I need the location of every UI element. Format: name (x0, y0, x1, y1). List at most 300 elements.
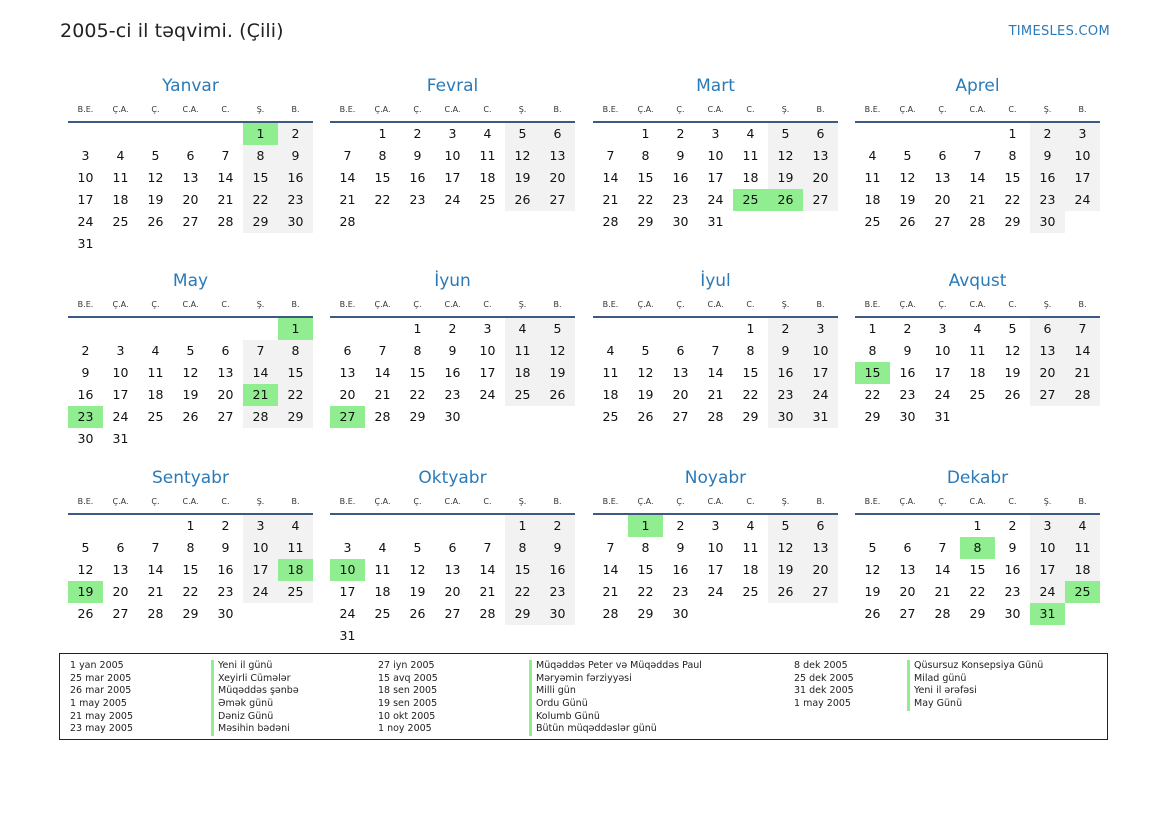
week-row (593, 537, 838, 559)
empty-day-cell (470, 211, 505, 233)
week-row (855, 189, 1100, 211)
day-cell: 27 (540, 189, 575, 211)
empty-day-cell (540, 406, 575, 428)
day-cell: 10 (707, 540, 724, 555)
day-cell: 22 (374, 192, 391, 207)
day-cell: 6 (1030, 318, 1065, 340)
day-cell: 13 (339, 365, 356, 380)
week-row (855, 559, 1100, 581)
day-cell: 9 (1008, 540, 1017, 555)
day-cell: 12 (77, 562, 94, 577)
day-cell: 6 (803, 515, 838, 537)
day-cell: 5 (540, 318, 575, 340)
day-cell: 2 (221, 518, 230, 533)
day-cell: 20 (444, 584, 461, 599)
weekday-label: C.A. (707, 496, 724, 506)
weekday-label: C. (483, 496, 492, 506)
day-cell: 12 (1004, 343, 1021, 358)
day-cell: 30 (1004, 606, 1021, 621)
day-cell: 12 (864, 562, 881, 577)
legend-holiday-date: 25 dek 2005 (794, 672, 854, 684)
day-cell: 24 (339, 606, 356, 621)
day-cell: 22 (637, 192, 654, 207)
day-cell: 22 (505, 581, 540, 603)
empty-day-cell (698, 603, 733, 625)
empty-day-cell (173, 233, 208, 255)
day-cell: 11 (278, 537, 313, 559)
day-cell: 27 (803, 581, 838, 603)
weekday-header (855, 489, 1100, 515)
week-row (330, 515, 575, 537)
empty-day-cell (960, 406, 995, 428)
week-row (855, 384, 1100, 406)
day-cell: 15 (637, 562, 654, 577)
day-cell: 6 (448, 540, 457, 555)
day-cell: 29 (1004, 214, 1021, 229)
empty-day-cell (68, 515, 103, 537)
empty-day-cell (400, 211, 435, 233)
day-cell: 26 (505, 189, 540, 211)
legend-holiday-name: Kolumb Günü (529, 711, 702, 724)
day-cell: 19 (1004, 365, 1021, 380)
day-cell: 29 (182, 606, 199, 621)
day-cell: 3 (711, 518, 720, 533)
day-cell: 17 (479, 365, 496, 380)
page-title: 2005-ci il təqvimi. (Çili) (60, 20, 284, 42)
weekday-label: B.E. (77, 496, 94, 506)
weekday-label: Ç. (151, 496, 160, 506)
week-row (855, 406, 1100, 428)
day-cell: 14 (339, 170, 356, 185)
empty-day-cell (435, 211, 470, 233)
day-cell: 8 (243, 145, 278, 167)
day-cell: 15 (409, 365, 426, 380)
day-cell: 21 (934, 584, 951, 599)
weekday-header (330, 489, 575, 515)
day-cell: 6 (938, 148, 947, 163)
day-cell: 26 (409, 606, 426, 621)
day-cell: 29 (278, 406, 313, 428)
day-cell: 24 (707, 192, 724, 207)
day-cell: 12 (409, 562, 426, 577)
empty-day-cell (855, 123, 890, 145)
weekday-label: Ç. (676, 299, 685, 309)
day-cell: 13 (217, 365, 234, 380)
day-cell: 3 (243, 515, 278, 537)
day-cell: 24 (707, 584, 724, 599)
weekday-header (330, 292, 575, 318)
week-row (68, 515, 313, 537)
day-cell: 30 (77, 431, 94, 446)
week-row (330, 406, 575, 428)
day-cell: 26 (182, 409, 199, 424)
day-cell: 10 (243, 537, 278, 559)
day-cell: 5 (768, 515, 803, 537)
week-row (68, 362, 313, 384)
empty-day-cell (768, 211, 803, 233)
legend-holiday-name: Yeni il ərəfəsi (907, 685, 1043, 698)
month-calendar (855, 270, 1100, 428)
day-cell: 20 (217, 387, 234, 402)
day-cell: 7 (711, 343, 720, 358)
empty-day-cell (278, 233, 313, 255)
day-cell: 4 (278, 515, 313, 537)
day-cell: 31 (707, 214, 724, 229)
weekday-label: Ş. (781, 496, 790, 506)
week-row (855, 537, 1100, 559)
weekday-label: B. (291, 299, 300, 309)
weekday-label: C. (221, 299, 230, 309)
weekday-label: B.E. (602, 104, 619, 114)
weekday-label: C. (746, 496, 755, 506)
month-name: Sentyabr (152, 468, 229, 488)
holiday-day-cell: 18 (278, 559, 313, 581)
day-cell: 28 (374, 409, 391, 424)
day-cell: 30 (1030, 211, 1065, 233)
day-cell: 10 (479, 343, 496, 358)
day-cell: 16 (77, 387, 94, 402)
day-cell: 5 (151, 148, 160, 163)
day-cell: 20 (899, 584, 916, 599)
day-cell: 24 (934, 387, 951, 402)
day-cell: 2 (768, 318, 803, 340)
week-row (593, 189, 838, 211)
day-cell: 12 (505, 145, 540, 167)
empty-day-cell (173, 123, 208, 145)
day-cell: 23 (278, 189, 313, 211)
empty-day-cell (103, 318, 138, 340)
empty-day-cell (925, 123, 960, 145)
day-cell: 15 (969, 562, 986, 577)
day-cell: 26 (540, 384, 575, 406)
day-cell: 9 (676, 148, 685, 163)
day-cell: 1 (505, 515, 540, 537)
empty-day-cell (890, 515, 925, 537)
day-cell: 7 (606, 540, 615, 555)
day-cell: 4 (973, 321, 982, 336)
day-cell: 18 (479, 170, 496, 185)
brand-link[interactable]: TIMESLES.COM (1008, 24, 1110, 39)
day-cell: 10 (934, 343, 951, 358)
day-cell: 20 (540, 167, 575, 189)
day-cell: 13 (444, 562, 461, 577)
week-row (855, 581, 1100, 603)
legend-names-col-3 (907, 660, 1043, 711)
day-cell: 14 (707, 365, 724, 380)
weekday-label: B.E. (864, 496, 881, 506)
day-cell: 26 (77, 606, 94, 621)
legend-holiday-name: Milad günü (907, 673, 1043, 686)
week-row (855, 145, 1100, 167)
week-row (330, 167, 575, 189)
day-cell: 5 (1008, 321, 1017, 336)
empty-day-cell (593, 123, 628, 145)
day-cell: 22 (969, 584, 986, 599)
weekday-label: Ç. (676, 496, 685, 506)
weekday-label: B.E. (339, 104, 356, 114)
month-name: Dekabr (946, 468, 1009, 488)
empty-day-cell (628, 318, 663, 340)
weekday-label: C. (1008, 104, 1017, 114)
day-cell: 18 (602, 387, 619, 402)
empty-day-cell (855, 515, 890, 537)
day-cell: 10 (707, 148, 724, 163)
legend-dates-col-2 (378, 660, 438, 736)
empty-day-cell (330, 515, 365, 537)
weekday-label: C.A. (969, 496, 986, 506)
empty-day-cell (138, 515, 173, 537)
day-cell: 14 (243, 362, 278, 384)
weekday-label: B. (291, 104, 300, 114)
week-row (593, 384, 838, 406)
empty-day-cell (243, 233, 278, 255)
day-cell: 15 (742, 365, 759, 380)
day-cell: 29 (864, 409, 881, 424)
day-cell: 8 (641, 540, 650, 555)
empty-day-cell (278, 603, 313, 625)
week-row (330, 362, 575, 384)
day-cell: 3 (711, 126, 720, 141)
month-calendar (593, 270, 838, 428)
month-calendar (593, 467, 838, 625)
empty-day-cell (138, 123, 173, 145)
empty-day-cell (540, 211, 575, 233)
day-cell: 1 (413, 321, 422, 336)
weekday-label: Ş. (1043, 104, 1052, 114)
month-calendar (330, 467, 575, 647)
day-cell: 14 (934, 562, 951, 577)
day-cell: 7 (378, 343, 387, 358)
day-cell: 27 (672, 409, 689, 424)
month-name: Yanvar (162, 76, 219, 96)
day-cell: 10 (1065, 145, 1100, 167)
day-cell: 30 (672, 606, 689, 621)
day-cell: 5 (81, 540, 90, 555)
empty-day-cell (138, 428, 173, 450)
day-cell: 19 (505, 167, 540, 189)
weekday-label: C. (746, 104, 755, 114)
holiday-day-cell: 21 (243, 384, 278, 406)
weekday-label: B.E. (77, 299, 94, 309)
empty-day-cell (208, 428, 243, 450)
day-cell: 17 (707, 170, 724, 185)
week-row (593, 559, 838, 581)
weekday-label: Ç.A. (112, 104, 129, 114)
empty-day-cell (68, 123, 103, 145)
weekday-header (68, 97, 313, 123)
weekday-label: B.E. (339, 299, 356, 309)
empty-day-cell (505, 625, 540, 647)
day-cell: 7 (151, 540, 160, 555)
day-cell: 26 (637, 409, 654, 424)
legend-holiday-date: 27 iyn 2005 (378, 660, 435, 671)
week-row (68, 559, 313, 581)
day-cell: 8 (505, 537, 540, 559)
empty-day-cell (1065, 603, 1100, 625)
day-cell: 17 (444, 170, 461, 185)
weekday-label: C. (746, 299, 755, 309)
holiday-day-cell: 26 (768, 189, 803, 211)
week-row (330, 537, 575, 559)
day-cell: 20 (672, 387, 689, 402)
legend-holiday-date: 1 noy 2005 (378, 723, 432, 735)
month-name: Noyabr (684, 468, 747, 488)
day-cell: 21 (339, 192, 356, 207)
day-cell: 8 (868, 343, 877, 358)
week-row (330, 384, 575, 406)
weekday-label: B.E. (864, 299, 881, 309)
legend-holiday-name: Qüsursuz Konsepsiya Günü (907, 660, 1043, 673)
month-calendar (855, 467, 1100, 625)
day-cell: 28 (1065, 384, 1100, 406)
weekday-header (593, 489, 838, 515)
day-cell: 19 (540, 362, 575, 384)
day-cell: 24 (444, 192, 461, 207)
week-row (593, 581, 838, 603)
legend-holiday-date: 23 may 2005 (70, 723, 134, 735)
day-cell: 19 (637, 387, 654, 402)
day-cell: 23 (540, 581, 575, 603)
day-cell: 11 (112, 170, 129, 185)
empty-day-cell (593, 318, 628, 340)
empty-day-cell (103, 233, 138, 255)
weekday-label: Ş. (256, 496, 265, 506)
week-row (330, 625, 575, 647)
weekday-label: Ç.A. (112, 299, 129, 309)
day-cell: 11 (742, 148, 759, 163)
day-cell: 19 (864, 584, 881, 599)
empty-day-cell (173, 428, 208, 450)
day-cell: 9 (413, 148, 422, 163)
day-cell: 22 (742, 387, 759, 402)
weekday-label: Ş. (1043, 496, 1052, 506)
day-cell: 13 (899, 562, 916, 577)
day-cell: 8 (1008, 148, 1017, 163)
weekday-label: C.A. (444, 104, 461, 114)
day-cell: 29 (409, 409, 426, 424)
day-cell: 28 (707, 409, 724, 424)
day-cell: 15 (182, 562, 199, 577)
day-cell: 21 (479, 584, 496, 599)
day-cell: 13 (112, 562, 129, 577)
day-cell: 9 (448, 343, 457, 358)
weekday-label: B. (553, 104, 562, 114)
empty-day-cell (400, 515, 435, 537)
week-row (330, 318, 575, 340)
day-cell: 16 (672, 562, 689, 577)
week-row (330, 211, 575, 233)
day-cell: 25 (969, 387, 986, 402)
day-cell: 20 (182, 192, 199, 207)
day-cell: 10 (803, 340, 838, 362)
day-cell: 9 (278, 145, 313, 167)
weekday-header (593, 292, 838, 318)
day-cell: 25 (374, 606, 391, 621)
weekday-label: Ç.A. (374, 104, 391, 114)
legend-holiday-name: Yeni il günü (211, 660, 299, 673)
legend-holiday-name: Məsihin bədəni (211, 723, 299, 736)
empty-day-cell (365, 625, 400, 647)
week-row (330, 340, 575, 362)
day-cell: 23 (899, 387, 916, 402)
weekday-label: B. (1078, 496, 1087, 506)
week-row (68, 406, 313, 428)
day-cell: 13 (540, 145, 575, 167)
week-row (68, 211, 313, 233)
week-row (68, 603, 313, 625)
day-cell: 25 (112, 214, 129, 229)
day-cell: 14 (479, 562, 496, 577)
day-cell: 30 (672, 214, 689, 229)
day-cell: 19 (768, 167, 803, 189)
month-name: İyun (434, 271, 471, 291)
day-cell: 11 (742, 540, 759, 555)
day-cell: 17 (934, 365, 951, 380)
day-cell: 9 (676, 540, 685, 555)
weekday-label: B. (553, 299, 562, 309)
weekday-label: C. (1008, 299, 1017, 309)
day-cell: 8 (413, 343, 422, 358)
empty-day-cell (68, 318, 103, 340)
day-cell: 18 (742, 170, 759, 185)
day-cell: 26 (147, 214, 164, 229)
weekday-label: B. (291, 496, 300, 506)
legend-names-col-1 (211, 660, 299, 736)
day-cell: 23 (768, 384, 803, 406)
day-cell: 11 (147, 365, 164, 380)
weekday-label: Ç. (938, 299, 947, 309)
day-cell: 6 (676, 343, 685, 358)
day-cell: 11 (602, 365, 619, 380)
empty-day-cell (103, 123, 138, 145)
month-calendar (330, 75, 575, 233)
weekday-label: C. (221, 104, 230, 114)
holiday-day-cell: 27 (330, 406, 365, 428)
day-cell: 10 (1030, 537, 1065, 559)
day-cell: 29 (742, 409, 759, 424)
day-cell: 18 (864, 192, 881, 207)
day-cell: 24 (77, 214, 94, 229)
month-name: Avqust (948, 271, 1007, 291)
day-cell: 24 (1030, 581, 1065, 603)
legend-holiday-date: 18 sen 2005 (378, 685, 438, 697)
weekday-label: B.E. (602, 496, 619, 506)
day-cell: 14 (602, 170, 619, 185)
empty-day-cell (208, 123, 243, 145)
day-cell: 24 (112, 409, 129, 424)
legend-holiday-date: 19 sen 2005 (378, 698, 438, 710)
day-cell: 8 (378, 148, 387, 163)
weekday-label: Ş. (256, 104, 265, 114)
week-row (593, 211, 838, 233)
day-cell: 7 (343, 148, 352, 163)
day-cell: 31 (339, 628, 356, 643)
weekday-label: Ç.A. (112, 496, 129, 506)
day-cell: 20 (934, 192, 951, 207)
day-cell: 21 (1065, 362, 1100, 384)
empty-day-cell (138, 233, 173, 255)
day-cell: 21 (217, 192, 234, 207)
empty-day-cell (208, 318, 243, 340)
weekday-label: B. (816, 299, 825, 309)
day-cell: 28 (602, 606, 619, 621)
weekday-label: B.E. (864, 104, 881, 114)
week-row (330, 123, 575, 145)
week-row (330, 145, 575, 167)
day-cell: 12 (768, 145, 803, 167)
legend-holiday-date: 1 may 2005 (70, 698, 127, 710)
day-cell: 18 (112, 192, 129, 207)
